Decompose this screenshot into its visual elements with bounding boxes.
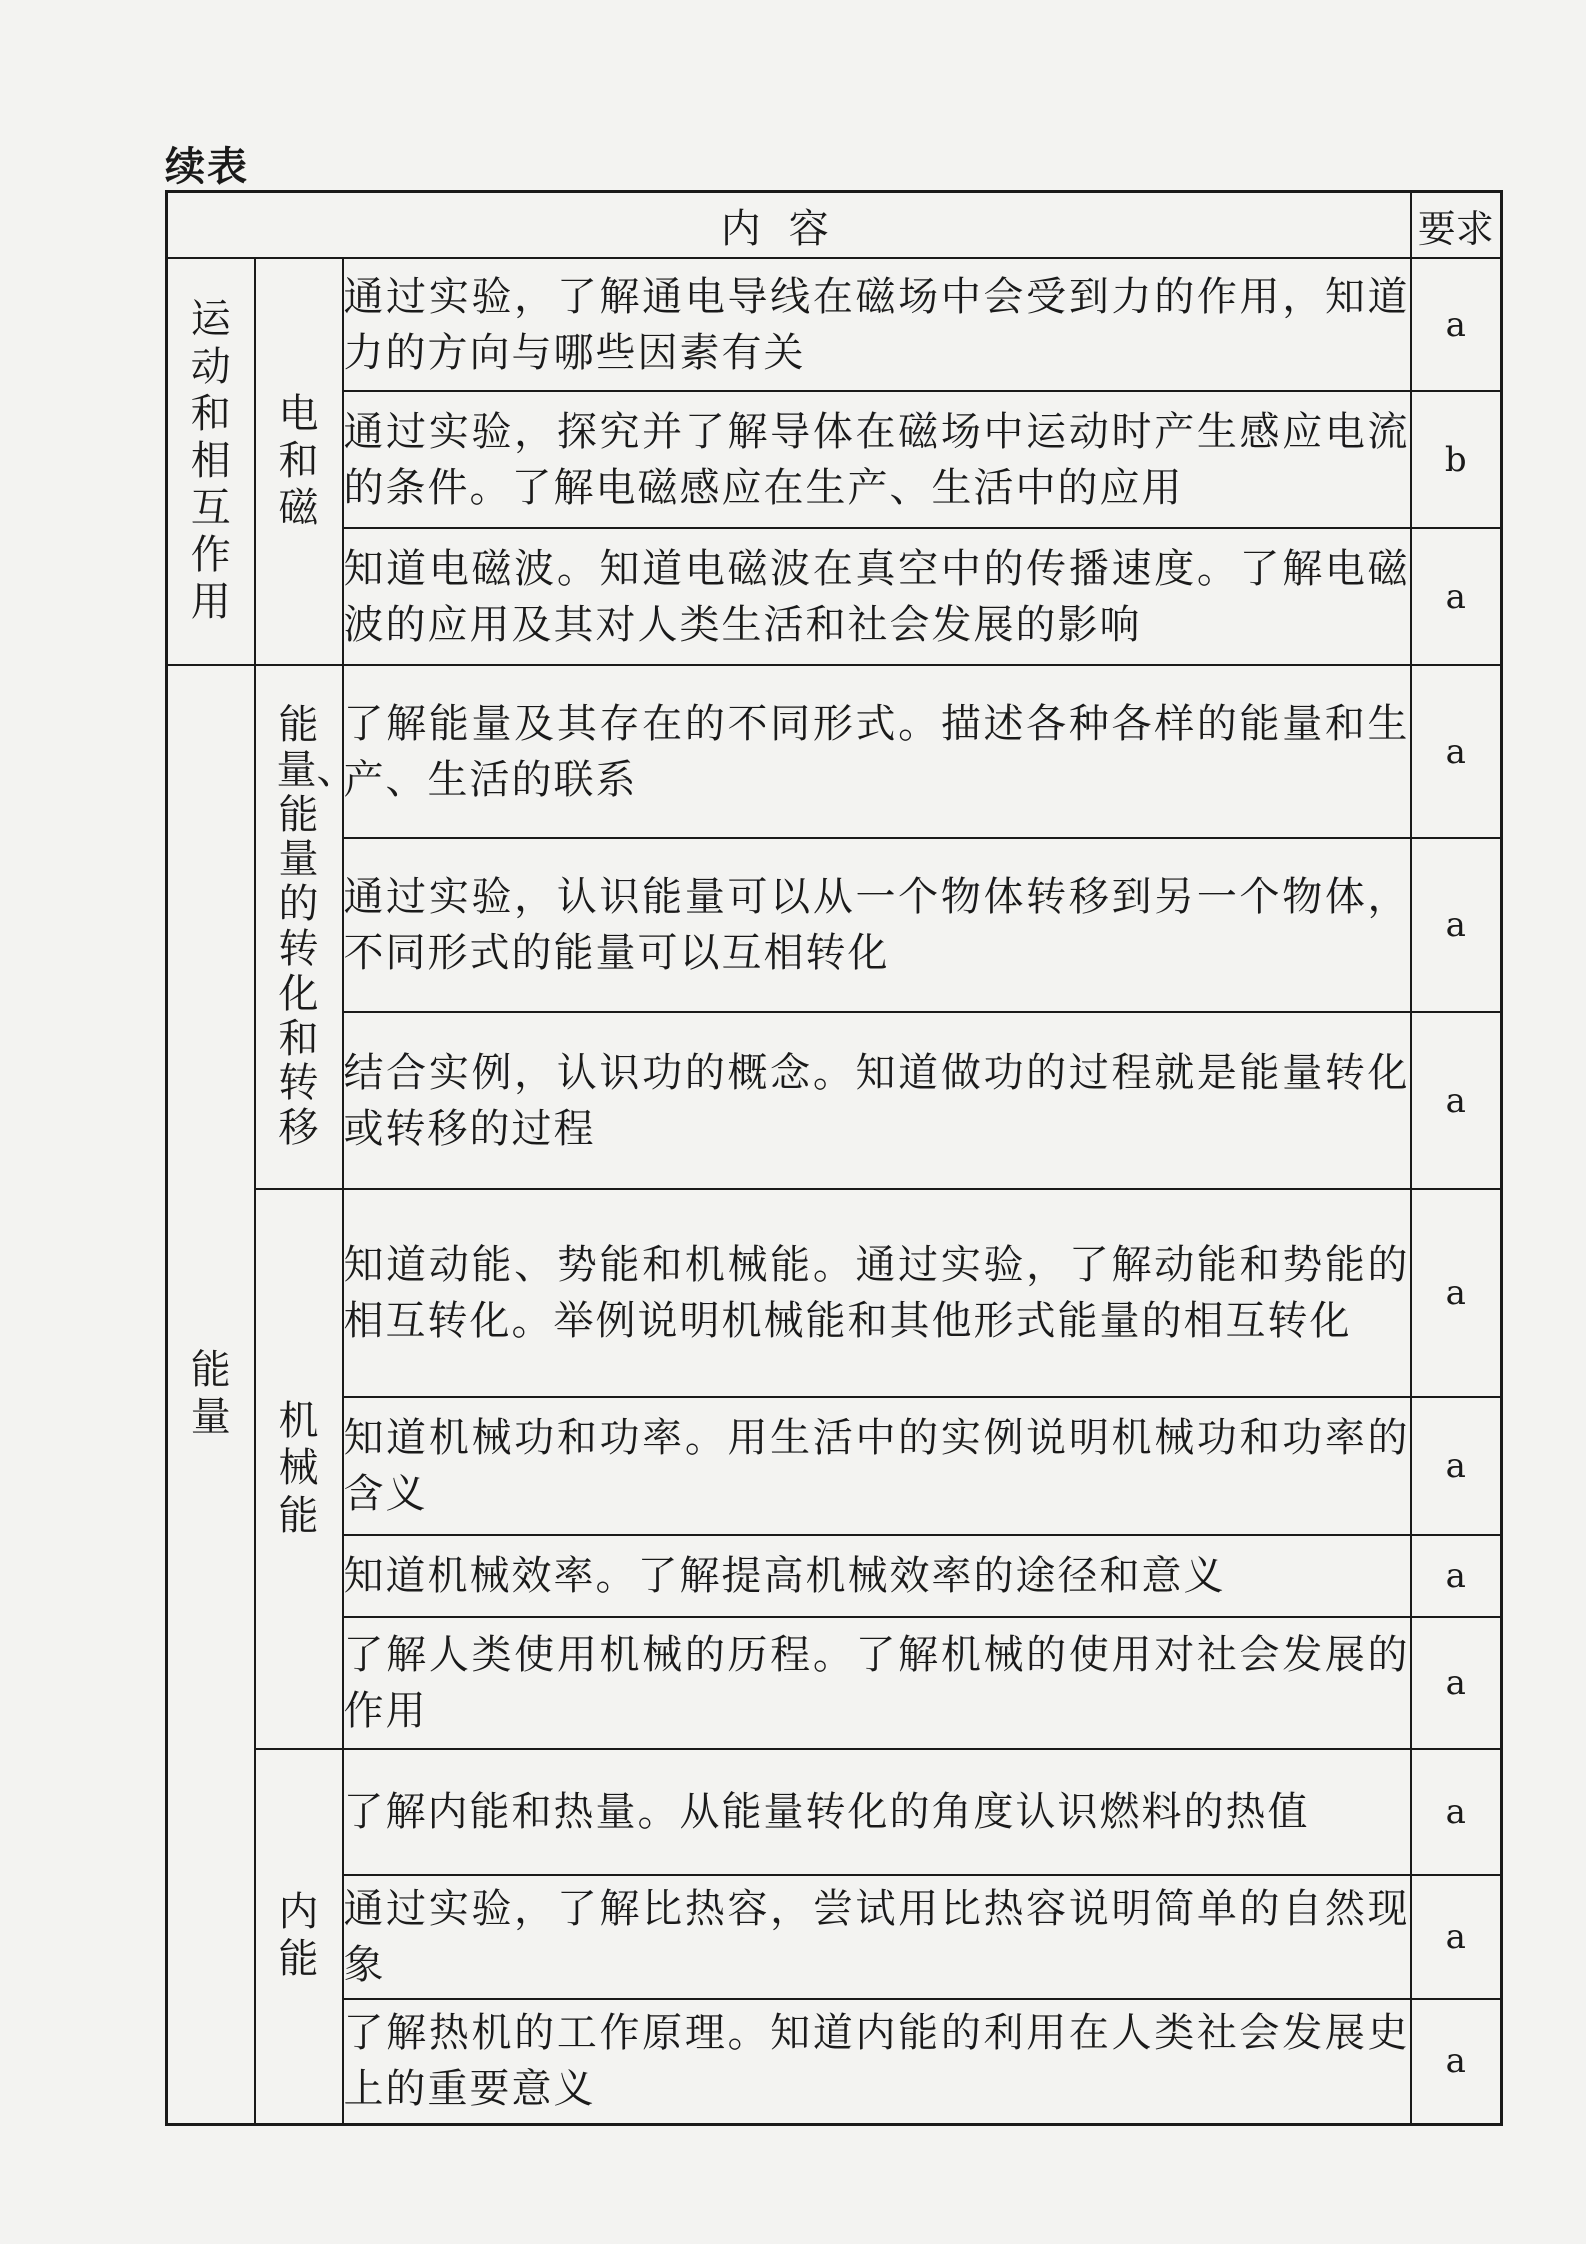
table-row: [167, 258, 1502, 391]
section-label: 能量: [167, 665, 255, 2124]
content-cell: 通过实验，了解比热容，尝试用比热容说明简单的自然现象: [343, 1875, 1411, 1999]
group-label: 内能: [255, 1749, 343, 2124]
requirement-cell: a: [1411, 665, 1502, 838]
content-cell: 了解内能和热量。从能量转化的角度认识燃料的热值: [343, 1749, 1411, 1875]
content-cell: 了解人类使用机械的历程。了解机械的使用对社会发展的作用: [343, 1617, 1411, 1749]
content-cell: 通过实验，认识能量可以从一个物体转移到另一个物体，不同形式的能量可以互相转化: [343, 838, 1411, 1012]
table-header-row: [167, 192, 1502, 259]
requirement-cell: a: [1411, 528, 1502, 665]
requirement-cell: a: [1411, 1535, 1502, 1617]
group-label: 机械能: [255, 1189, 343, 1749]
table-row: [167, 1012, 1502, 1189]
table-row: [167, 1749, 1502, 1875]
requirement-column-header: 要求: [1411, 192, 1502, 259]
requirement-cell: a: [1411, 838, 1502, 1012]
table-row: [167, 1397, 1502, 1535]
requirement-cell: a: [1411, 1749, 1502, 1875]
content-cell: 通过实验，探究并了解导体在磁场中运动时产生感应电流的条件。了解电磁感应在生产、生活中的应用: [343, 391, 1411, 528]
table-row: [167, 1617, 1502, 1749]
group-label: 电和磁: [255, 258, 343, 665]
requirement-cell: a: [1411, 1012, 1502, 1189]
table-row: [167, 528, 1502, 665]
table-row: [167, 838, 1502, 1012]
curriculum-table: [165, 190, 1503, 2126]
content-cell: 知道机械效率。了解提高机械效率的途径和意义: [343, 1535, 1411, 1617]
table-row: [167, 391, 1502, 528]
group-label: 能量、能量的转化和转移: [255, 665, 343, 1189]
content-cell: 结合实例，认识功的概念。知道做功的过程就是能量转化或转移的过程: [343, 1012, 1411, 1189]
table-row: [167, 1875, 1502, 1999]
table-row: [167, 1999, 1502, 2124]
content-cell: 知道电磁波。知道电磁波在真空中的传播速度。了解电磁波的应用及其对人类生活和社会发展的影响: [343, 528, 1411, 665]
requirement-cell: a: [1411, 1999, 1502, 2124]
requirement-cell: a: [1411, 1875, 1502, 1999]
table-row: [167, 1535, 1502, 1617]
table-row: [167, 1189, 1502, 1397]
page-title: 续表: [165, 144, 249, 190]
requirement-cell: a: [1411, 1397, 1502, 1535]
requirement-cell: a: [1411, 258, 1502, 391]
content-cell: 通过实验，了解通电导线在磁场中会受到力的作用，知道力的方向与哪些因素有关: [343, 258, 1411, 391]
requirement-cell: b: [1411, 391, 1502, 528]
requirement-cell: a: [1411, 1617, 1502, 1749]
content-cell: 知道机械功和功率。用生活中的实例说明机械功和功率的含义: [343, 1397, 1411, 1535]
content-cell: 了解能量及其存在的不同形式。描述各种各样的能量和生产、生活的联系: [343, 665, 1411, 838]
section-label: 运动和相互作用: [167, 258, 255, 665]
requirement-cell: a: [1411, 1189, 1502, 1397]
content-column-header: 内容: [167, 192, 1411, 259]
table-row: [167, 665, 1502, 838]
content-cell: 知道动能、势能和机械能。通过实验，了解动能和势能的相互转化。举例说明机械能和其他形式能量的相互转化: [343, 1189, 1411, 1397]
content-cell: 了解热机的工作原理。知道内能的利用在人类社会发展史上的重要意义: [343, 1999, 1411, 2124]
